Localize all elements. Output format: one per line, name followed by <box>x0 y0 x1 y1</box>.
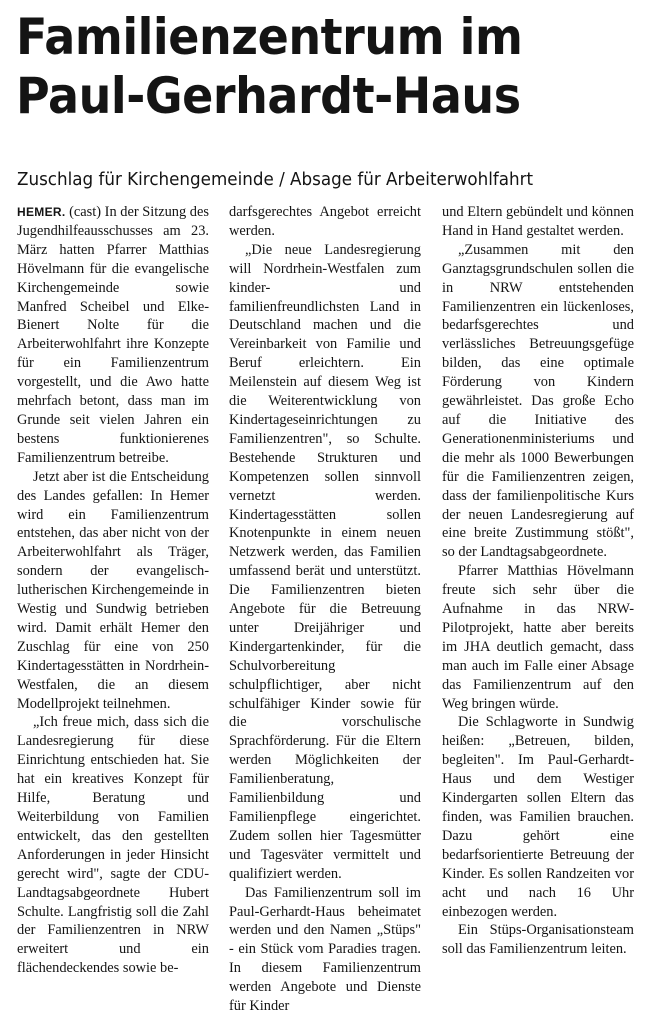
headline-line-1: Familienzentrum im <box>16 8 523 66</box>
article-body <box>17 203 634 1015</box>
paragraph-text: (cast) In der Sitzung des Jugendhilfeausschusses am 23. März hatten Pfarrer Matthias Hövelmann für die evangelische Kirchengemeinde sowie Manfred Scheibel und Elke-Bienert Nolte für die Arbeiterwohlfahrt ihre Konzepte für ein Familienzentrum vorgestellt, und die Awo hatte mehrfach betont, dass man im Grunde seit vielen Jahren ein bestens funktionierenes Familienzentrum betreibe. <box>17 204 209 466</box>
paragraph: „Ich freue mich, dass sich die Landesregierung für diese Einrichtung entschieden hat. Sie hat ein kreatives Konzept für Hilfe, Beratung und Weiterbildung von Familien entwickelt, das den gestellten Anforderungen in jeder Hinsicht gerecht wird", sagte der CDU-Landtagsabgeordnete Hubert Schulte. Langfristig soll die Zahl der Familienzentren in NRW erweitert und ein flächendeckendes sowie be- <box>17 714 209 977</box>
dateline: HEMER. <box>17 205 66 219</box>
paragraph: „Zusammen mit den Ganztagsgrundschulen sollen die in NRW entstehenden Familienzentren ein lückenloses, bedarfsgerechtes und verlässliches Betreuungsgefüge bilden, das eine optimale Förderung von Kindern gewährleistet. Das große Echo auf die Initiative des Generationenministeriums und die mehr als 1000 Bewerbungen für die Familienzentren zeigen, dass der familienpolitische Kurs der neuen Landesregierung auf eine breite Zustimmung stößt", so der Landtagsabgeordnete. <box>442 241 634 561</box>
article-headline <box>16 8 586 126</box>
column-3 <box>442 203 634 958</box>
paragraph: und Eltern gebündelt und können Hand in Hand gestaltet werden. <box>442 204 634 239</box>
paragraph: darfsgerechtes Angebot erreicht werden. <box>229 204 421 239</box>
article-subheadline: Zuschlag für Kirchengemeinde / Absage für Arbeiterwohlfahrt <box>17 169 534 190</box>
paragraph: Jetzt aber ist die Entscheidung des Landes gefallen: In Hemer wird ein Familienzentrum entstehen, das aber nicht von der Arbeiterwohlfahrt als Träger, sondern der evangelisch-lutherischen Kirchengemeinde in Westig und Sundwig betrieben wird. Damit erhält Hemer den Zuschlag für eine von 250 Kindertagesstätten in Nordrhein-Westfalen, die an diesem Modellprojekt teilnehmen. <box>17 468 209 712</box>
paragraph: Ein Stüps-Organisationsteam soll das Familienzentrum leiten. <box>442 922 634 958</box>
paragraph <box>17 203 209 468</box>
column-2 <box>229 203 421 1015</box>
paragraph: „Die neue Landesregierung will Nordrhein-Westfalen zum kinder- und familienfreundlichsten Land in Deutschland machen und die Vereinbarkeit von Familie und Beruf erleichtern. Ein Meilenstein auf diesem Weg ist die Weiterentwicklung von Kindertageseinrichtungen zu Familienzentren", so Schulte. Bestehende Strukturen und Kompetenzen sollen sinnvoll vernetzt werden. Kindertagesstätten sollen Knotenpunkte in einem neuen Netzwerk werden, das Familien umfassend berät und unterstützt. Die Familienzentren bieten Angebote für die Betreuung unter Dreijähriger und Kindergartenkinder, für die Schulvorbereitung schulpflichtiger, aber nicht schulfähiger Kinder sowie für die vorschulische Sprachförderung. Für die Eltern werden Möglichkeiten der Familienberatung, Familienbildung und Familienpflege eingerichtet. Zudem sollen hier Tagesmütter und Tagesväter vermittelt und qualifiziert werden. <box>229 241 421 882</box>
paragraph: Die Schlagworte in Sundwig heißen: „Betreuen, bilden, begleiten". Im Paul-Gerhardt-Haus und dem Westiger Kindergarten sollen Eltern das finden, was Familien brauchen. Dazu gehört eine bedarfsorientierte Betreuung der Kinder. Es sollen Randzeiten vor acht und nach 16 Uhr einbezogen werden. <box>442 714 634 920</box>
column-1 <box>17 203 209 977</box>
paragraph: Das Familienzentrum soll im Paul-Gerhardt-Haus beheimatet werden und den Namen „Stüps" - ein Stück vom Paradies tragen. In diesem Familienzentrum werden Angebote und Dienste für Kinder <box>229 884 421 1015</box>
headline-line-2: Paul-Gerhardt-Haus <box>16 67 521 125</box>
paragraph: Pfarrer Matthias Hövelmann freute sich sehr über die Aufnahme in das NRW-Pilotprojekt, hatte aber bereits im JHA deutlich gemacht, dass man auch im Falle einer Absage das Familienzentrum auf den Weg bringen würde. <box>442 563 634 712</box>
